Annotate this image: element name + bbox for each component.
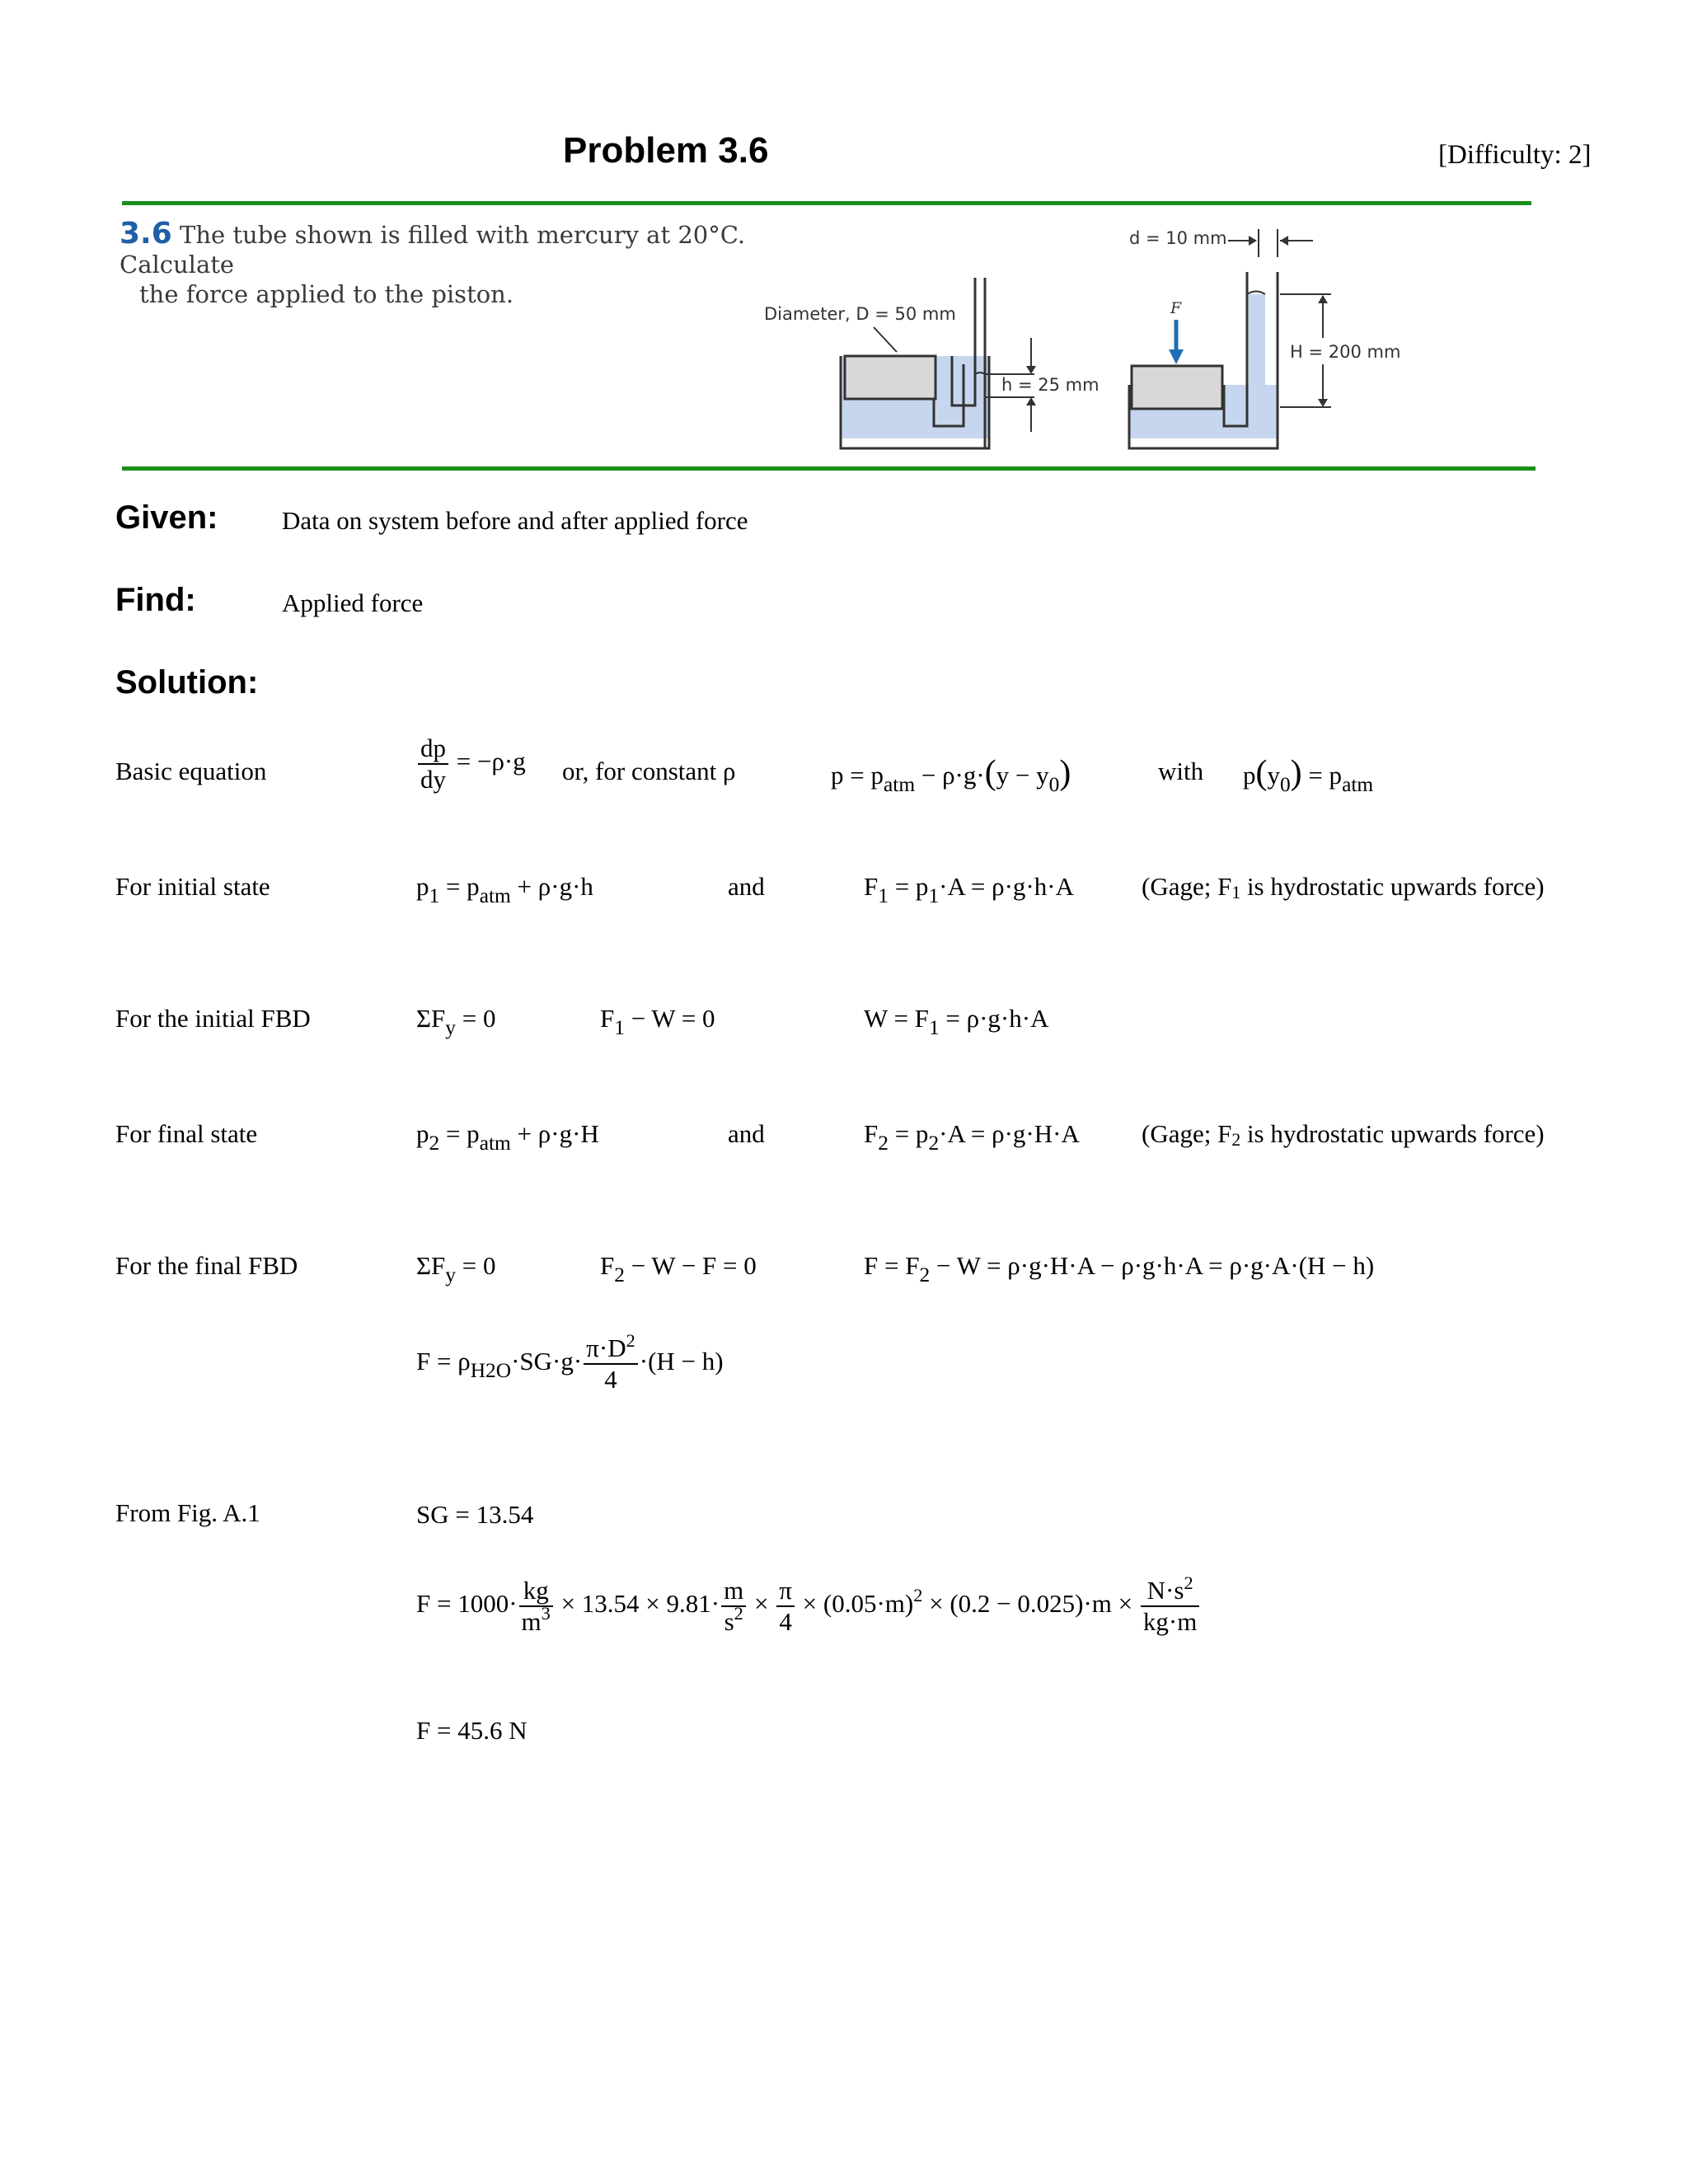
problem-statement	[120, 216, 746, 455]
basic-equation-label: Basic equation	[115, 757, 267, 785]
difficulty-label: [Difficulty: 2]	[1438, 140, 1592, 170]
given-text: Data on system before and after applied force	[282, 506, 748, 535]
problem-line-2: the force applied to the piston.	[139, 280, 514, 308]
tube-figure	[762, 216, 1414, 457]
or-text: or, for constant ρ	[562, 757, 736, 785]
h-label: h = 25 mm	[1001, 375, 1100, 395]
F-label: F	[1170, 299, 1182, 317]
sum-fy-initial: $\Sigma F_y = 0$	[416, 1004, 496, 1039]
with-text: with	[1158, 757, 1204, 785]
H-label: H = 200 mm	[1290, 342, 1401, 362]
given-label: Given:	[115, 499, 218, 536]
page-title: Problem 3.6	[563, 130, 769, 171]
final-result: F = 45.6 N	[416, 1716, 528, 1745]
fig-label: From Fig. A.1	[115, 1498, 260, 1527]
initial-state-label: For initial state	[115, 872, 270, 901]
diameter-label: Diameter, D = 50 mm	[764, 304, 956, 324]
find-text: Applied force	[282, 588, 424, 617]
weight-equation: $W = F_1 = \rho\cdot g\cdot h\cdot A$	[864, 1004, 1049, 1039]
gage-note-1: (Gage; F1 is hydrostatic upwards force)	[1142, 872, 1545, 903]
initial-fbd-label: For the initial FBD	[115, 1004, 311, 1033]
fbd-final-equation: $F_2 - W - F = 0$	[600, 1251, 757, 1286]
pressure-equation: $p = p_{atm} - \rho\cdot g\cdot(y - y_0)$	[831, 754, 1071, 796]
sum-fy-final: $\Sigma F_y = 0$	[416, 1251, 496, 1286]
and-text-1: and	[728, 872, 765, 901]
bottom-rule	[122, 466, 1536, 471]
problem-line-1: The tube shown is filled with mercury at 20°C. Calculate	[120, 221, 746, 279]
and-text-2: and	[728, 1119, 765, 1148]
p1-equation: $p_1 = p_{atm} + \rho\cdot g\cdot h$	[416, 872, 593, 907]
solution-label: Solution:	[115, 664, 259, 701]
final-state-figure	[1129, 272, 1278, 448]
force-derivation: $F = F_2 - W = \rho\cdot g\cdot H\cdot A - \rho\cdot g\cdot h\cdot A = \rho\cdot g\cdot A\cdot(H - h)$	[864, 1251, 1375, 1286]
final-state-label: For final state	[115, 1119, 258, 1148]
top-rule	[122, 201, 1531, 205]
sg-equation: SG = 13.54	[416, 1500, 534, 1529]
find-label: Find:	[115, 582, 196, 618]
fbd-initial-equation: $F_1 - W = 0$	[600, 1004, 715, 1039]
p2-equation: $p_2 = p_{atm} + \rho\cdot g\cdot H$	[416, 1119, 599, 1155]
F2-equation: $F_2 = p_2\cdot A = \rho\cdot g\cdot H\cdot A$	[864, 1119, 1080, 1155]
boundary-condition: $p(y_0) = p_{atm}$	[1243, 754, 1374, 796]
problem-number: 3.6	[120, 217, 172, 251]
final-fbd-label: For the final FBD	[115, 1251, 298, 1280]
numeric-substitution: F = 1000· $\frac{kg}{m^3}$ × 13.54 × 9.81· $\frac{m}{s^2}$ × $\frac{\pi}{4}$ × $(0.05\cdot m)^2 \times (0.2 - 0.025)\cdot m$ × $\frac{N\cdot s^2}{kg\cdot m}$	[416, 1576, 1201, 1636]
d-label: d = 10 mm	[1129, 228, 1227, 248]
F1-equation: $F_1 = p_1\cdot A = \rho\cdot g\cdot h\cdot A$	[864, 872, 1074, 907]
basic-equation: $\frac{dp}{dy}$ = −ρ·g	[416, 733, 526, 794]
force-formula: $F = \rho_{H2O}\cdot SG\cdot g\cdot$ $\frac{\pi\cdot D^2}{4}$ ·(H − h)	[416, 1329, 724, 1394]
gage-note-2: (Gage; F2 is hydrostatic upwards force)	[1142, 1119, 1545, 1151]
